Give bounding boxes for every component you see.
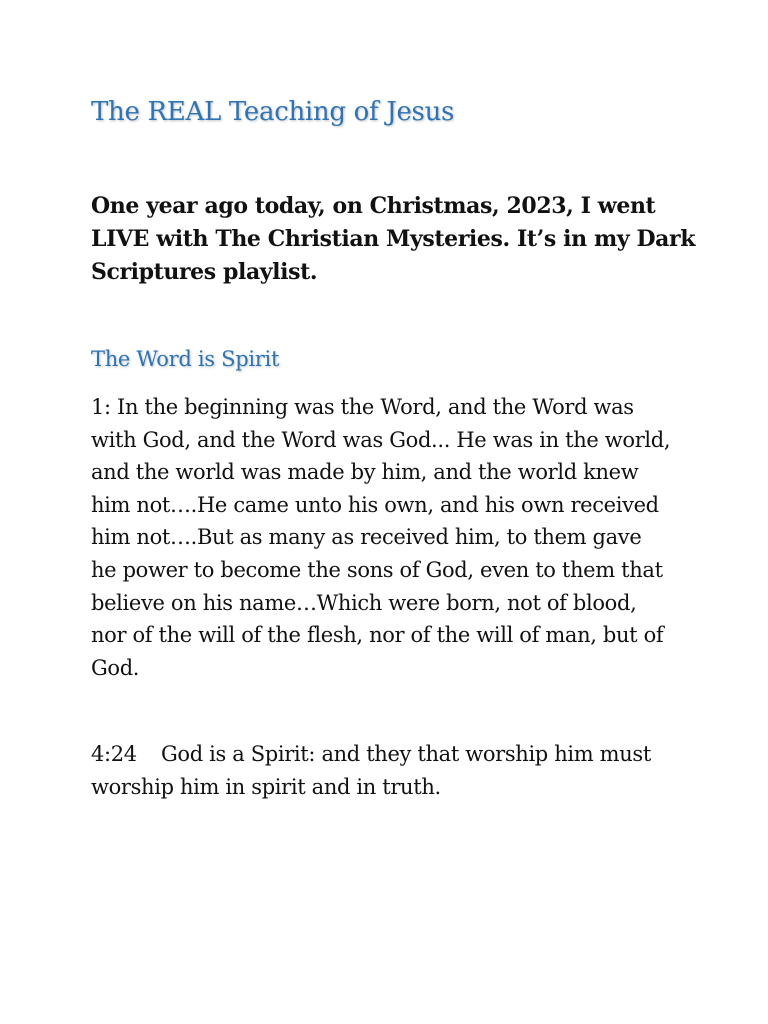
intro-line: Scriptures playlist. bbox=[91, 259, 318, 285]
section-heading: The Word is Spirit bbox=[91, 347, 280, 371]
verse-line: him not….But as many as received him, to them gave bbox=[91, 525, 642, 550]
verse-line: nor of the will of the flesh, nor of the will of man, but of bbox=[91, 623, 664, 648]
intro-line: LIVE with The Christian Mysteries. It’s in my Dark bbox=[91, 226, 696, 252]
verse-reference: 4:24 bbox=[91, 742, 137, 766]
intro-paragraph bbox=[91, 190, 696, 289]
verse-line: him not….He came unto his own, and his own received bbox=[91, 492, 659, 517]
verse-line bbox=[91, 738, 691, 771]
verse-line: and the world was made by him, and the world knew bbox=[91, 460, 639, 485]
verse-paragraph-4-24 bbox=[91, 738, 691, 803]
verse-text: God is a Spirit: and they that worship him must bbox=[161, 742, 651, 766]
verse-paragraph bbox=[91, 391, 691, 684]
verse-line: he power to become the sons of God, even to them that bbox=[91, 557, 663, 582]
verse-line: God. bbox=[91, 655, 140, 680]
document-title: The REAL Teaching of Jesus bbox=[91, 97, 455, 127]
verse-line: believe on his name…Which were born, not of blood, bbox=[91, 590, 637, 615]
verse-line: 1: In the beginning was the Word, and the Word was bbox=[91, 395, 634, 419]
intro-line: One year ago today, on Christmas, 2023, I went bbox=[91, 193, 656, 219]
verse-line: worship him in spirit and in truth. bbox=[91, 774, 441, 799]
verse-line: with God, and the Word was God... He was in the world, bbox=[91, 427, 671, 452]
